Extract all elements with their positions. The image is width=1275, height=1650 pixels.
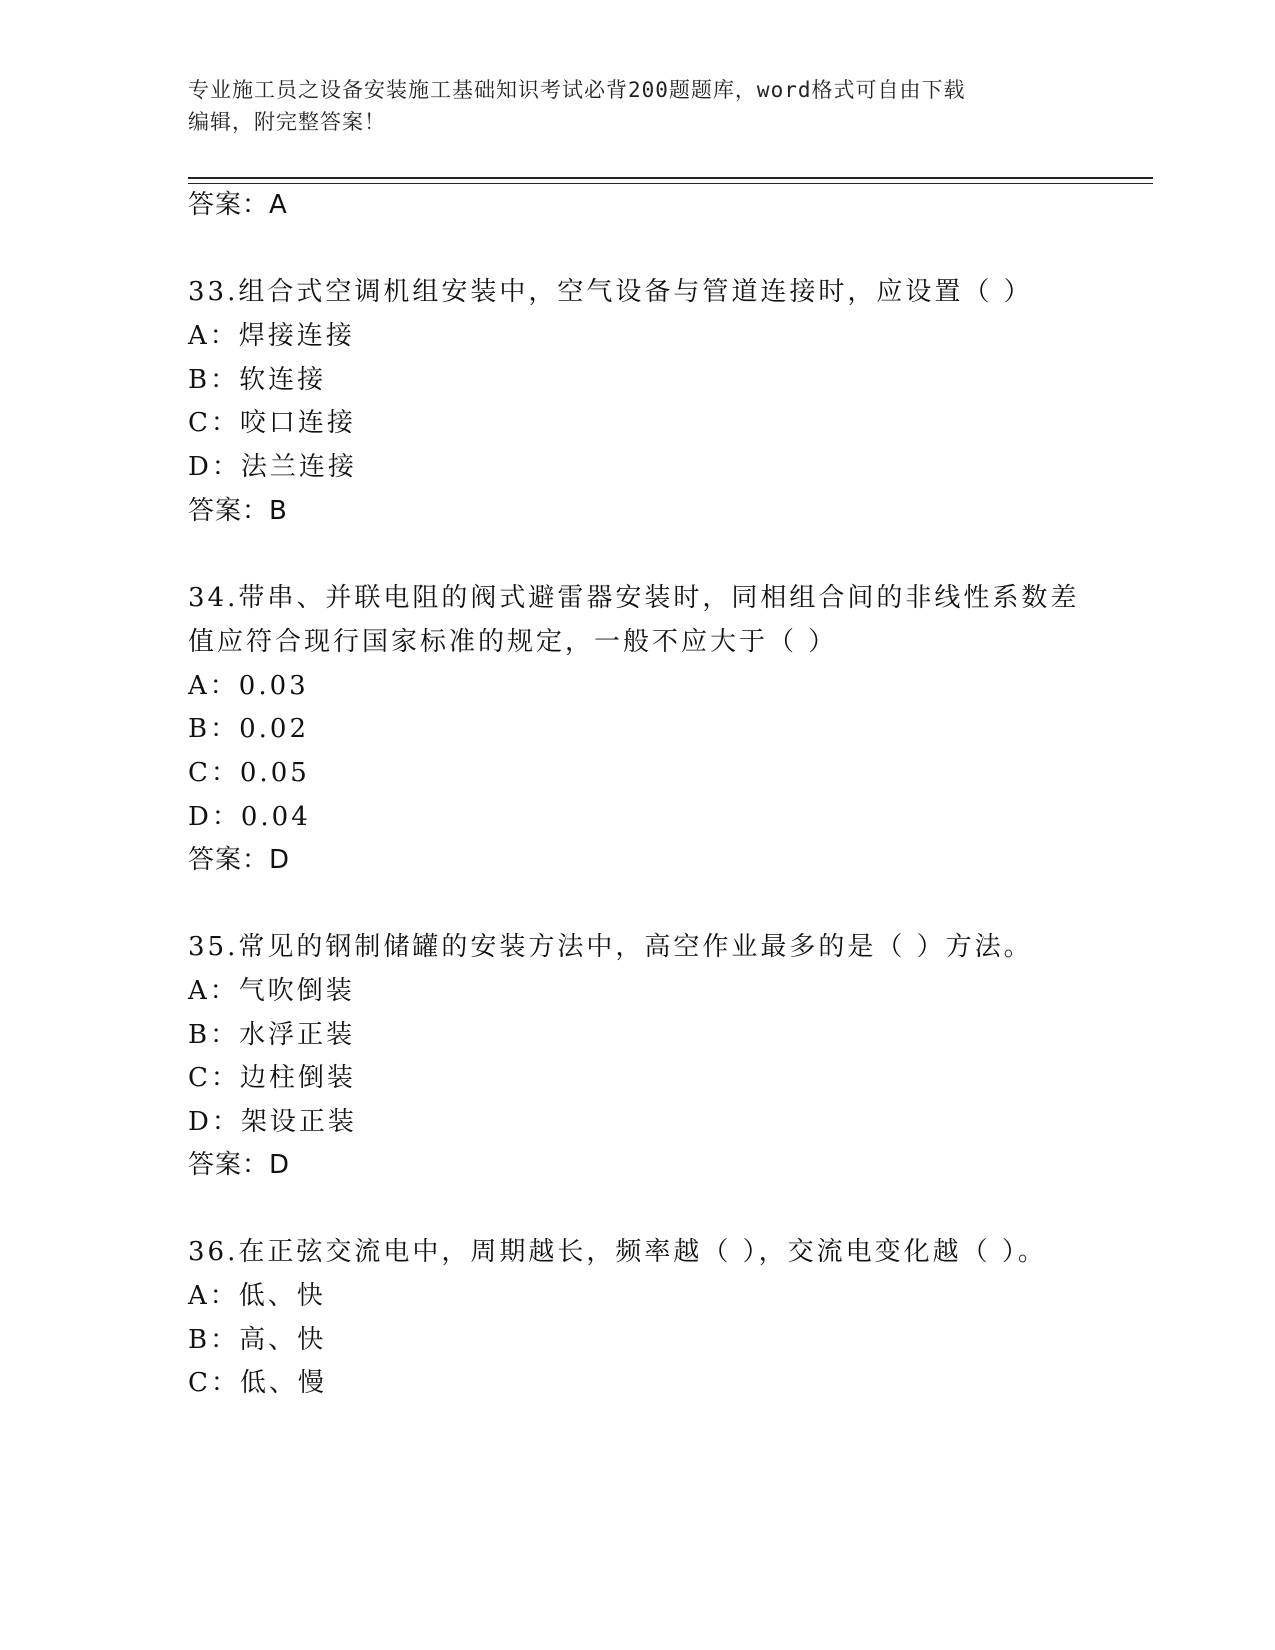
question-35-option-a: A：气吹倒装 (188, 976, 355, 1006)
question-33-option-a: A：焊接连接 (188, 321, 355, 351)
question-35-stem: 35.常见的钢制储罐的安装方法中，高空作业最多的是（ ）方法。 (188, 932, 1033, 962)
header-divider-thin (188, 183, 1153, 184)
question-34-option-b: B：0.02 (188, 714, 309, 744)
question-35-option-d: D：架设正装 (188, 1107, 357, 1137)
question-36-option-c: C：低、慢 (188, 1368, 327, 1398)
question-34-option-d: D：0.04 (188, 802, 311, 832)
question-34-stem-line-1: 34.带串、并联电阻的阀式避雷器安装时，同相组合间的非线性系数差 (188, 583, 1080, 613)
header-divider-thick (188, 177, 1153, 179)
question-36-stem: 36.在正弦交流电中，周期越长，频率越（ ），交流电变化越（ ）。 (188, 1237, 1047, 1267)
question-33-option-d: D：法兰连接 (188, 452, 357, 482)
previous-answer: 答案：A (188, 190, 288, 220)
question-33-option-c: C：咬口连接 (188, 408, 356, 438)
question-33-stem: 33.组合式空调机组安装中，空气设备与管道连接时，应设置（ ） (188, 277, 1033, 307)
question-34-answer: 答案：D (188, 845, 291, 875)
header-title-line-2: 编辑，附完整答案！ (188, 110, 386, 134)
page-header (188, 74, 1068, 138)
question-34-option-c: C：0.05 (188, 758, 310, 788)
question-35-option-b: B：水浮正装 (188, 1020, 356, 1050)
question-35-option-c: C：边柱倒装 (188, 1063, 356, 1093)
question-34-stem-line-2: 值应符合现行国家标准的规定，一般不应大于（ ） (188, 627, 838, 657)
question-33-option-b: B：软连接 (188, 365, 327, 395)
question-36-option-b: B：高、快 (188, 1325, 327, 1355)
question-35-answer: 答案：D (188, 1150, 291, 1180)
question-33-answer: 答案：B (188, 496, 288, 526)
header-title-line-1: 专业施工员之设备安装施工基础知识考试必背200题题库，word格式可自由下载 (188, 78, 966, 102)
question-36-option-a: A：低、快 (188, 1281, 326, 1311)
question-34-option-a: A：0.03 (188, 671, 309, 701)
